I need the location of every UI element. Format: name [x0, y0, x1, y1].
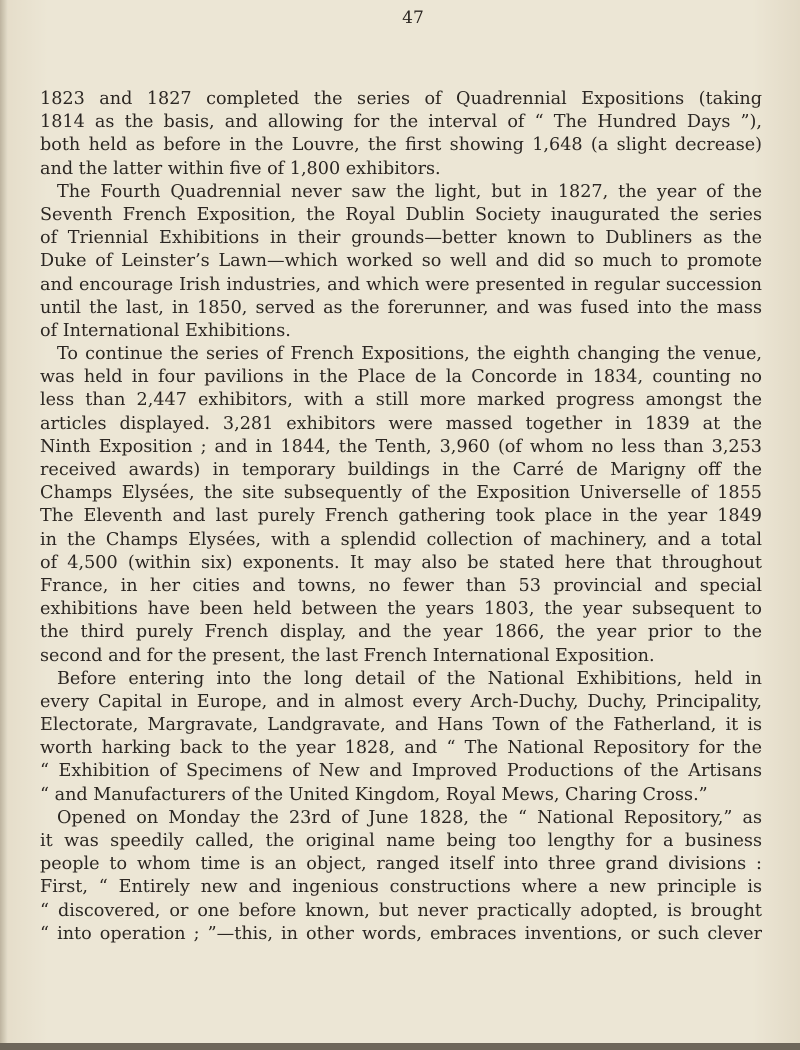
text-line: of Triennial Exhibitions in their grounds—better known to Dubliners as the — [40, 228, 762, 249]
text-line: Duke of Leinster’s Lawn—which worked so well and did so much to promote — [40, 251, 762, 272]
text-line: was held in four pavilions in the Place de la Concorde in 1834, counting no — [40, 367, 762, 388]
page-number: 47 — [402, 8, 424, 28]
text-line: of 4,500 (within six) exponents. It may also be stated here that throughout — [40, 552, 762, 573]
text-line: Electorate, Margravate, Landgravate, and Hans Town of the Fatherland, it is — [40, 715, 762, 736]
text-line: of International Exhibitions. — [40, 320, 291, 341]
text-line: 1814 as the basis, and allowing for the interval of “ The Hundred Days ”), — [40, 112, 762, 133]
text-line: Opened on Monday the 23rd of June 1828, the “ National Repository,” as — [57, 807, 762, 828]
text-line: The Fourth Quadrennial never saw the light, but in 1827, the year of the — [57, 181, 762, 202]
text-line: “ Exhibition of Specimens of New and Improved Productions of the Artisans — [40, 761, 762, 782]
text-line: both held as before in the Louvre, the first showing 1,648 (a slight decrease) — [40, 135, 762, 156]
text-line: second and for the present, the last French International Exposition. — [40, 645, 655, 666]
text-line: Before entering into the long detail of the National Exhibitions, held in — [57, 668, 762, 689]
text-line: less than 2,447 exhibitors, with a still more marked progress amongst the — [40, 390, 762, 411]
text-line: worth harking back to the year 1828, and “ The National Repository for the — [40, 738, 762, 759]
text-line: it was speedily called, the original name being too lengthy for a business — [40, 831, 762, 851]
text-line: To continue the series of French Expositions, the eighth changing the venue, — [57, 344, 762, 365]
text-line: 1823 and 1827 completed the series of Quadrennial Expositions (taking — [40, 89, 762, 109]
text-line: received awards) in temporary buildings in the Carré de Marigny off the — [40, 460, 762, 480]
text-line: every Capital in Europe, and in almost every Arch-Duchy, Duchy, Principality, — [40, 691, 762, 712]
text-line: Seventh French Exposition, the Royal Dublin Society inaugurated the series — [40, 204, 762, 225]
text-line: exhibitions have been held between the years 1803, the year subsequent to — [40, 599, 762, 620]
page-edge-shadow — [0, 0, 8, 1050]
text-line: and encourage Irish industries, and which were presented in regular succession — [40, 274, 762, 295]
text-line: until the last, in 1850, served as the forerunner, and was fused into the mass — [40, 297, 762, 318]
body-text — [40, 88, 762, 946]
text-line: First, “ Entirely new and ingenious constructions where a new principle is — [40, 877, 762, 898]
text-line: in the Champs Elysées, with a splendid collection of machinery, and a total — [40, 529, 762, 550]
text-line: and the latter within five of 1,800 exhibitors. — [40, 158, 441, 179]
text-line: the third purely French display, and the year 1866, the year prior to the — [40, 622, 762, 643]
text-line: Champs Elysées, the site subsequently of the Exposition Universelle of 1855 — [40, 483, 762, 504]
text-line: France, in her cities and towns, no fewer than 53 provincial and special — [40, 575, 762, 596]
page-bottom-edge — [0, 1043, 800, 1050]
text-line: “ discovered, or one before known, but never practically adopted, is brought — [40, 900, 762, 921]
text-line: “ and Manufacturers of the United Kingdom, Royal Mews, Charing Cross.” — [40, 784, 708, 805]
text-line: articles displayed. 3,281 exhibitors were massed together in 1839 at the — [40, 413, 762, 434]
text-line: “ into operation ; ”—this, in other words, embraces inventions, or such clever — [40, 923, 762, 944]
text-line: people to whom time is an object, ranged itself into three grand divisions : — [40, 854, 762, 875]
text-line: Ninth Exposition ; and in 1844, the Tenth, 3,960 (of whom no less than 3,253 — [40, 436, 762, 457]
text-line: The Eleventh and last purely French gathering took place in the year 1849 — [40, 506, 762, 527]
